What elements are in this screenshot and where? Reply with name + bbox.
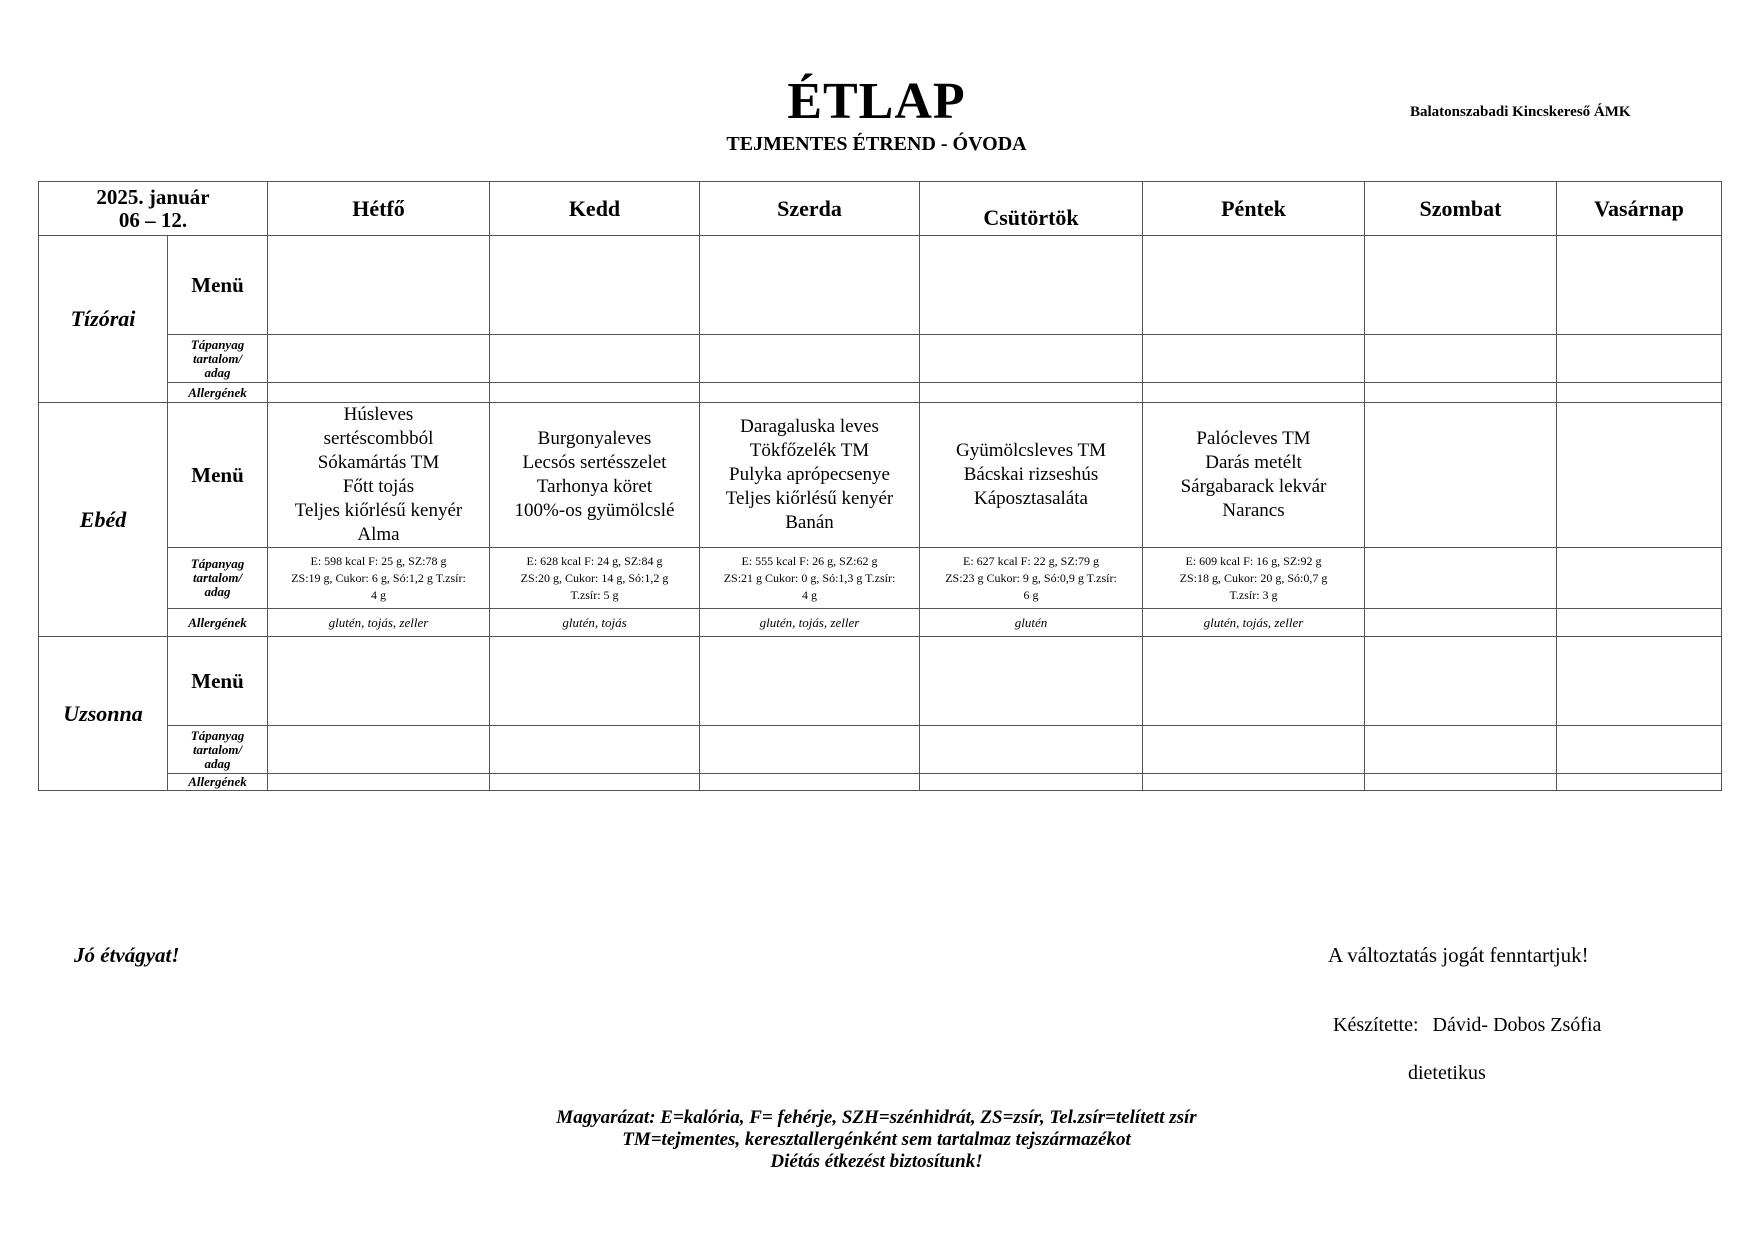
date-range: 06 – 12. — [118, 207, 188, 232]
row-label-menu: Menü — [168, 403, 268, 548]
row-label-nutrients: Tápanyag tartalom/ adag — [168, 726, 268, 774]
ebed-menu-row — [39, 403, 1722, 548]
nutrient-cell — [1365, 335, 1557, 383]
meal-label-uzsonna: Uzsonna — [39, 637, 168, 791]
nutrient-cell-thursday: E: 627 kcal F: 22 g, SZ:79 g ZS:23 g Cukor: 9 g, Só:0,9 g T.zsír: 6 g — [920, 548, 1143, 609]
allergen-cell — [700, 383, 920, 403]
allergen-cell-monday: glutén, tojás, zeller — [268, 609, 490, 637]
row-label-allergens: Allergének — [168, 609, 268, 637]
nutrient-cell — [490, 335, 700, 383]
allergen-cell — [1365, 774, 1557, 791]
menu-cell — [1365, 637, 1557, 726]
menu-cell — [490, 236, 700, 335]
nutrient-cell-tuesday: E: 628 kcal F: 24 g, SZ:84 g ZS:20 g, Cukor: 14 g, Só:1,2 g T.zsír: 5 g — [490, 548, 700, 609]
row-label-nutrients: Tápanyag tartalom/ adag — [168, 548, 268, 609]
weekly-menu-table — [38, 181, 1722, 791]
day-header-saturday: Szombat — [1365, 182, 1557, 236]
allergen-cell-thursday: glutén — [920, 609, 1143, 637]
menu-cell-wednesday: Daragaluska leves Tökfőzelék TM Pulyka aprópecsenye Teljes kiőrlésű kenyér Banán — [700, 403, 920, 548]
page-title: ÉTLAP — [787, 73, 966, 130]
allergen-cell — [1143, 774, 1365, 791]
nutrient-cell-saturday — [1365, 548, 1557, 609]
nutrient-cell — [1143, 335, 1365, 383]
row-label-menu: Menü — [168, 637, 268, 726]
meal-label-tizorai: Tízórai — [39, 236, 168, 403]
allergen-cell — [1557, 383, 1722, 403]
day-header-tuesday: Kedd — [490, 182, 700, 236]
nutrient-cell-monday: E: 598 kcal F: 25 g, SZ:78 g ZS:19 g, Cukor: 6 g, Só:1,2 g T.zsír: 4 g — [268, 548, 490, 609]
menu-cell-tuesday: Burgonyaleves Lecsós sertésszelet Tarhonya köret 100%-os gyümölcslé — [490, 403, 700, 548]
prepared-by — [1333, 1014, 1601, 1037]
date-month: 2025. január — [96, 184, 210, 209]
row-label-menu: Menü — [168, 236, 268, 335]
day-header-friday: Péntek — [1143, 182, 1365, 236]
menu-cell — [920, 236, 1143, 335]
legend-tm: TM=tejmentes, keresztallergénként sem tartalmaz tejszármazékot — [622, 1129, 1131, 1150]
menu-cell — [700, 637, 920, 726]
allergen-cell — [1143, 383, 1365, 403]
legend-abbreviations: Magyarázat: E=kalória, F= fehérje, SZH=szénhidrát, ZS=zsír, Tel.zsír=telített zsír — [556, 1107, 1197, 1128]
tizorai-allergen-row — [39, 383, 1722, 403]
allergen-cell-friday: glutén, tojás, zeller — [1143, 609, 1365, 637]
page-subtitle: TEJMENTES ÉTREND - ÓVODA — [726, 133, 1027, 155]
uzsonna-nutrient-row — [39, 726, 1722, 774]
nutrient-cell-sunday — [1557, 548, 1722, 609]
organization-name: Balatonszabadi Kincskereső ÁMK — [1410, 104, 1631, 120]
menu-cell-saturday — [1365, 403, 1557, 548]
day-header-wednesday: Szerda — [700, 182, 920, 236]
allergen-cell — [490, 383, 700, 403]
rights-notice: A változtatás jogát fenntartjuk! — [1328, 943, 1589, 967]
allergen-cell — [268, 774, 490, 791]
nutrient-cell — [1365, 726, 1557, 774]
menu-cell-monday: Húsleves sertéscombból Sókamártás TM Főtt tojás Teljes kiőrlésű kenyér Alma — [268, 403, 490, 548]
nutrient-cell — [700, 335, 920, 383]
menu-cell — [1143, 236, 1365, 335]
menu-cell — [268, 637, 490, 726]
allergen-cell-wednesday: glutén, tojás, zeller — [700, 609, 920, 637]
prepared-by-label: Készítette: — [1333, 1014, 1419, 1036]
allergen-cell — [920, 383, 1143, 403]
menu-cell — [1557, 637, 1722, 726]
menu-cell — [1365, 236, 1557, 335]
nutrient-cell-friday: E: 609 kcal F: 16 g, SZ:92 g ZS:18 g, Cukor: 20 g, Só:0,7 g T.zsír: 3 g — [1143, 548, 1365, 609]
ebed-nutrient-row — [39, 548, 1722, 609]
day-header-thursday: Csütörtök — [920, 182, 1143, 236]
allergen-cell-sunday — [1557, 609, 1722, 637]
prepared-by-name: Dávid- Dobos Zsófia — [1432, 1014, 1602, 1036]
menu-cell — [490, 637, 700, 726]
allergen-cell — [1365, 383, 1557, 403]
allergen-cell — [268, 383, 490, 403]
ebed-allergen-row — [39, 609, 1722, 637]
uzsonna-menu-row — [39, 637, 1722, 726]
nutrient-cell — [268, 726, 490, 774]
menu-cell-thursday: Gyümölcsleves TM Bácskai rizseshús Káposztasaláta — [920, 403, 1143, 548]
meal-label-ebed: Ebéd — [39, 403, 168, 637]
nutrient-cell — [1143, 726, 1365, 774]
uzsonna-allergen-row — [39, 774, 1722, 791]
nutrient-cell — [1557, 335, 1722, 383]
header-row — [39, 182, 1722, 236]
row-label-allergens: Allergének — [168, 774, 268, 791]
nutrient-cell — [490, 726, 700, 774]
greeting-text: Jó étvágyat! — [74, 943, 180, 967]
row-label-nutrients: Tápanyag tartalom/ adag — [168, 335, 268, 383]
allergen-cell — [490, 774, 700, 791]
tizorai-menu-row — [39, 236, 1722, 335]
allergen-cell — [920, 774, 1143, 791]
nutrient-cell — [920, 335, 1143, 383]
menu-cell-friday: Palócleves TM Darás metélt Sárgabarack lekvár Narancs — [1143, 403, 1365, 548]
nutrient-cell — [920, 726, 1143, 774]
row-label-allergens: Allergének — [168, 383, 268, 403]
legend — [0, 1107, 1753, 1173]
nutrient-cell — [1557, 726, 1722, 774]
menu-cell — [700, 236, 920, 335]
day-header-monday: Hétfő — [268, 182, 490, 236]
nutrient-cell — [268, 335, 490, 383]
day-header-sunday: Vasárnap — [1557, 182, 1722, 236]
allergen-cell — [700, 774, 920, 791]
week-date-cell — [39, 182, 268, 236]
nutrient-cell — [700, 726, 920, 774]
menu-cell — [268, 236, 490, 335]
nutrient-cell-wednesday: E: 555 kcal F: 26 g, SZ:62 g ZS:21 g Cukor: 0 g, Só:1,3 g T.zsír: 4 g — [700, 548, 920, 609]
allergen-cell-tuesday: glutén, tojás — [490, 609, 700, 637]
allergen-cell-saturday — [1365, 609, 1557, 637]
menu-cell — [1557, 236, 1722, 335]
preparer-role: dietetikus — [1408, 1062, 1486, 1084]
legend-diet: Diétás étkezést biztosítunk! — [770, 1151, 983, 1172]
tizorai-nutrient-row — [39, 335, 1722, 383]
menu-cell-sunday — [1557, 403, 1722, 548]
allergen-cell — [1557, 774, 1722, 791]
menu-cell — [1143, 637, 1365, 726]
menu-cell — [920, 637, 1143, 726]
